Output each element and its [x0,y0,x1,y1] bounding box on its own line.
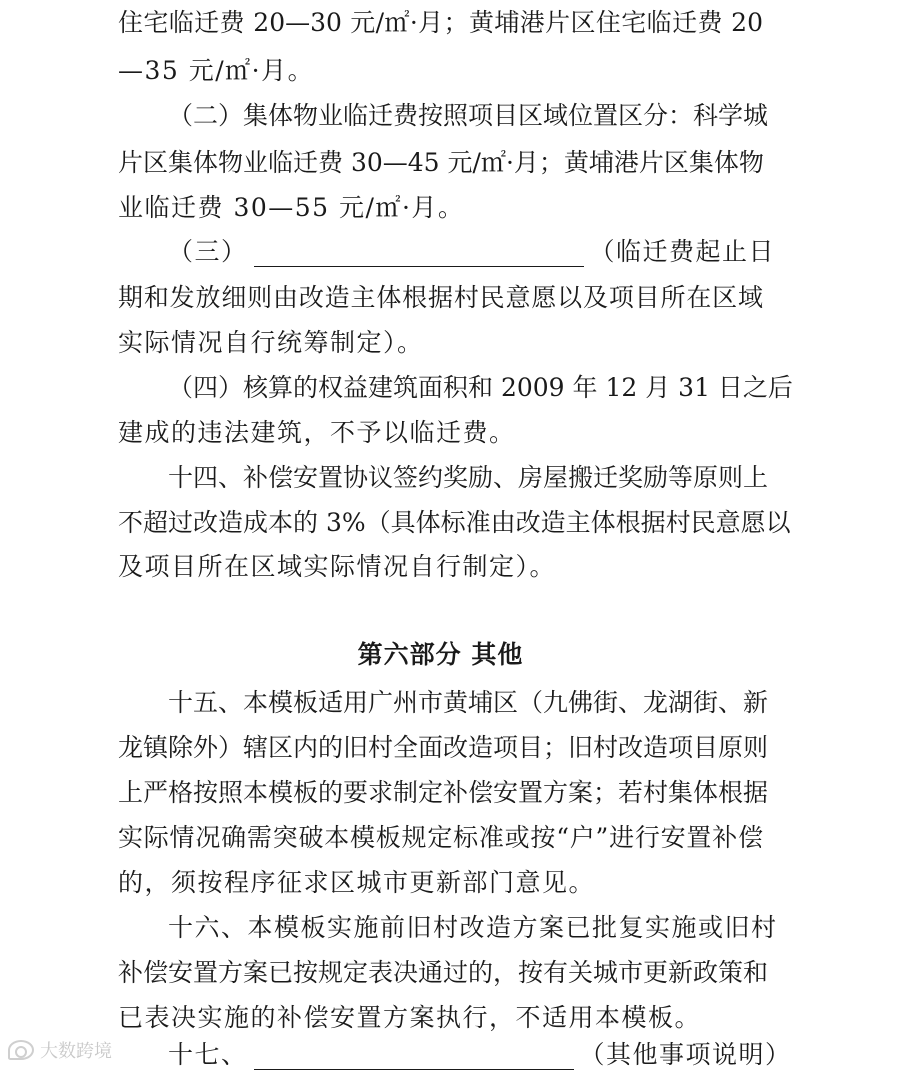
text-line: 业临迁费 30—55 元/㎡·月。 [118,193,465,222]
clause-label: （三） [168,237,248,266]
text-line: 已表决实施的补偿安置方案执行，不适用本模板。 [118,1003,702,1032]
text-line: 片区集体物业临迁费 30—45 元/㎡·月；黄埔港片区集体物 [118,148,764,177]
fill-in-blank [254,240,584,267]
text-line: 的，须按程序征求区城市更新部门意见。 [118,868,596,897]
clause-note: （其他事项说明） [579,1040,792,1069]
clause-label: 十七、 [168,1040,248,1069]
text-line: （四）核算的权益建筑面积和 2009 年 12 月 31 日之后 [168,373,793,402]
fill-in-blank [254,1043,574,1070]
text-line: 补偿安置方案已按规定表决通过的，按有关城市更新政策和 [118,958,769,987]
text-line: 住宅临迁费 20—30 元/㎡·月；黄埔港片区住宅临迁费 20 [118,8,763,37]
text-line: 不超过改造成本的 3%（具体标准由改造主体根据村民意愿以 [118,508,791,537]
text-line: 十五、本模板适用广州市黄埔区（九佛街、龙湖街、新 [168,688,769,717]
text-line: —35 元/㎡·月。 [118,56,315,85]
text-line: （二）集体物业临迁费按照项目区域位置区分：科学城 [168,101,769,130]
text-line: 实际情况自行统筹制定）。 [118,328,424,357]
section-heading: 第六部分 其他 [357,640,524,669]
text-line: 龙镇除外）辖区内的旧村全面改造项目；旧村改造项目原则 [118,733,769,762]
text-line: 建成的违法建筑，不予以临迁费。 [118,418,516,447]
watermark-logo-icon [8,1040,34,1060]
text-line-with-blank [118,237,776,267]
watermark-text: 大数跨境 [40,1041,112,1062]
clause-note: （临迁费起止日 [589,237,776,266]
watermark [8,1037,112,1063]
text-line: 及项目所在区域实际情况自行制定）。 [118,552,557,581]
text-line: 实际情况确需突破本模板规定标准或按“户”进行安置补偿 [118,823,763,852]
text-line-with-blank [118,1040,792,1070]
text-line: 期和发放细则由改造主体根据村民意愿以及项目所在区域 [118,283,763,312]
text-line: 上严格按照本模板的要求制定补偿安置方案；若村集体根据 [118,778,769,807]
text-line: 十四、补偿安置协议签约奖励、房屋搬迁奖励等原则上 [168,463,769,492]
text-line: 十六、本模板实施前旧村改造方案已批复实施或旧村 [168,913,778,942]
